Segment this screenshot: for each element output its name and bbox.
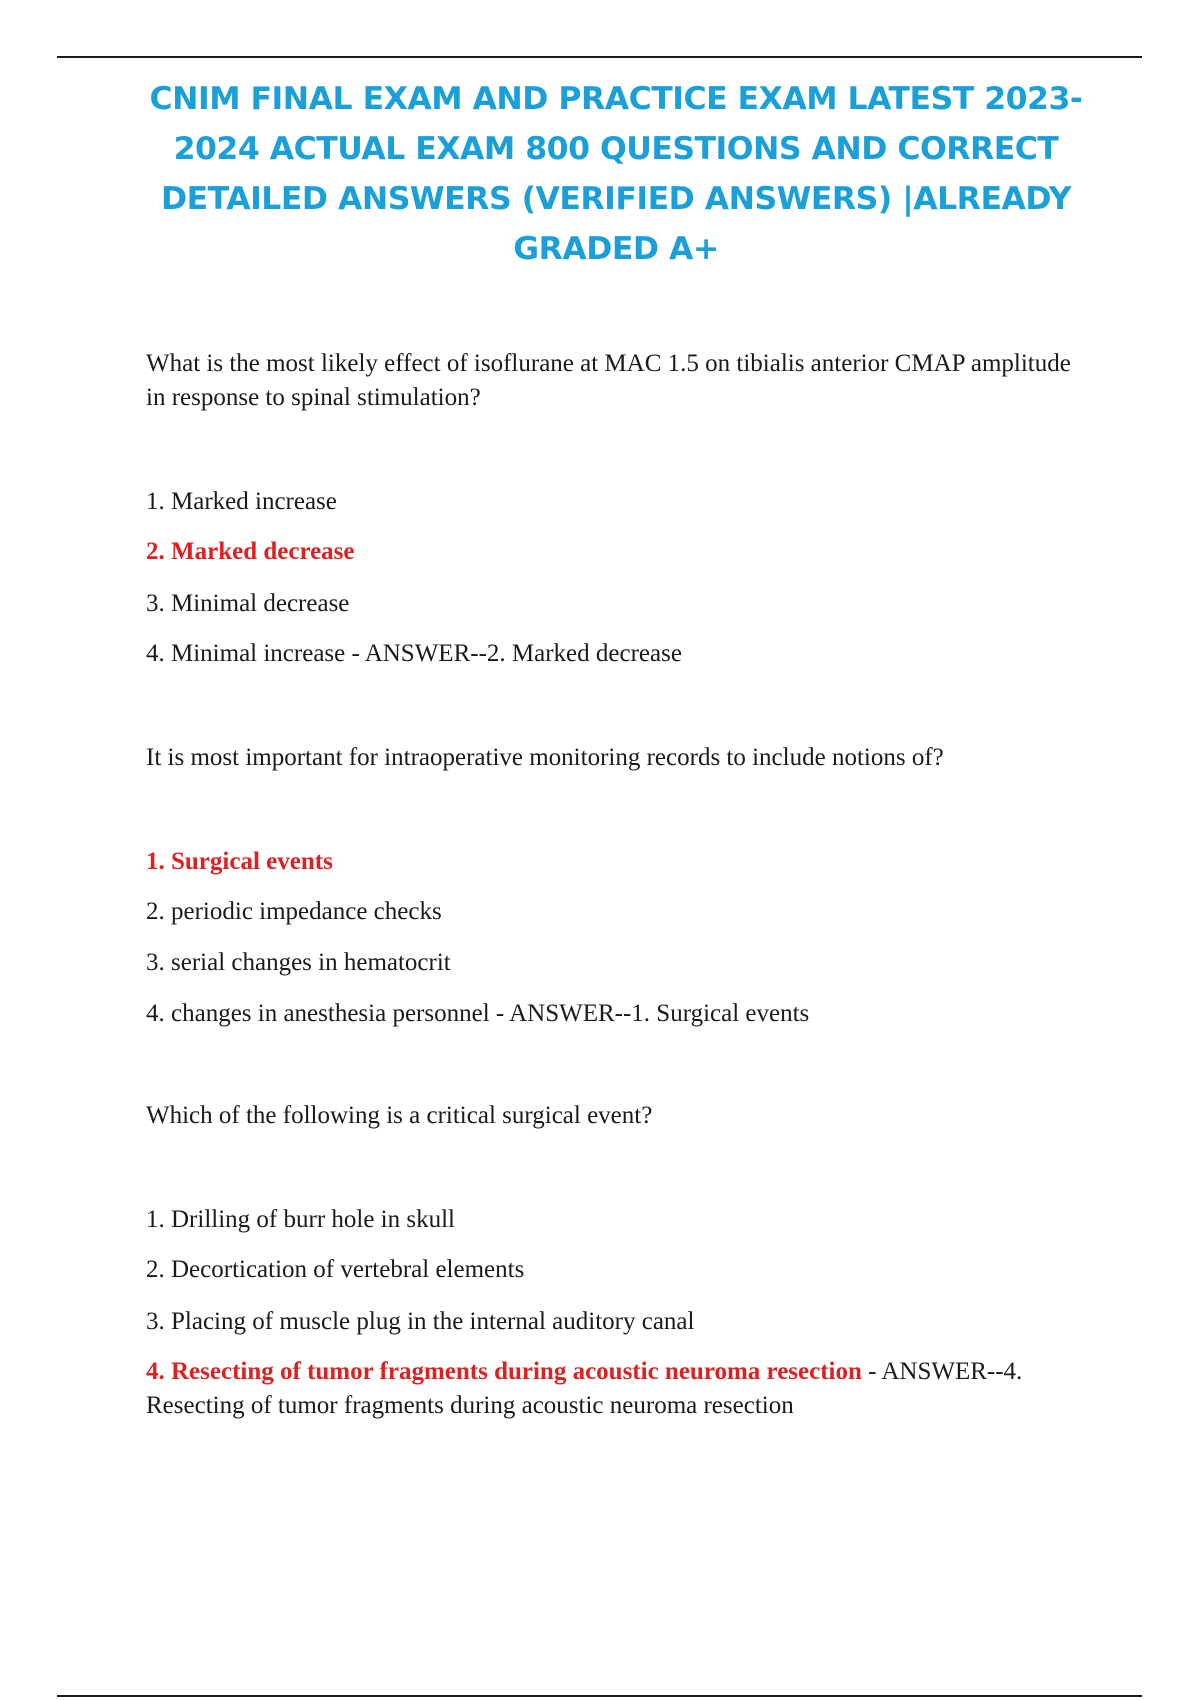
- document-title: CNIM FINAL EXAM AND PRACTICE EXAM LATEST 2023-2024 ACTUAL EXAM 800 QUESTIONS AND CORRECT DETAILED ANSWERS (VERIFIED ANSWERS) |ALREADY GRADED A+: [149, 81, 1083, 267]
- q2-option-2: 2. periodic impedance checks: [146, 898, 442, 925]
- q3-option-4-answer: [146, 1355, 1086, 1423]
- question-3-text: Which of the following is a critical surgical event?: [146, 1102, 653, 1129]
- q1-option-1: 1. Marked increase: [146, 488, 337, 515]
- q2-option-4-answer: 4. changes in anesthesia personnel - ANSWER--1. Surgical events: [146, 1000, 810, 1027]
- q2-option-3: 3. serial changes in hematocrit: [146, 949, 451, 976]
- top-rule: [57, 56, 1142, 58]
- question-1-text: What is the most likely effect of isoflurane at MAC 1.5 on tibialis anterior CMAP amplitude in response to spinal stimulation?: [146, 350, 1071, 411]
- q3-option-1: 1. Drilling of burr hole in skull: [146, 1206, 455, 1233]
- q1-option-3: 3. Minimal decrease: [146, 590, 350, 617]
- q1-option-2-correct: 2. Marked decrease: [146, 538, 355, 565]
- bottom-rule: [57, 1695, 1142, 1697]
- q3-option-4-answer-text: - ANSWER--4. Resecting of tumor fragments during acoustic neuroma resection: [146, 1358, 1023, 1419]
- q3-option-2: 2. Decortication of vertebral elements: [146, 1256, 525, 1283]
- q1-option-4-answer: 4. Minimal increase - ANSWER--2. Marked decrease: [146, 640, 682, 667]
- q3-option-4-correct: 4. Resecting of tumor fragments during acoustic neuroma resection: [146, 1358, 862, 1385]
- question-2-text: It is most important for intraoperative monitoring records to include notions of?: [146, 744, 944, 771]
- q3-option-3: 3. Placing of muscle plug in the internal auditory canal: [146, 1308, 695, 1335]
- q2-option-1-correct: 1. Surgical events: [146, 848, 333, 875]
